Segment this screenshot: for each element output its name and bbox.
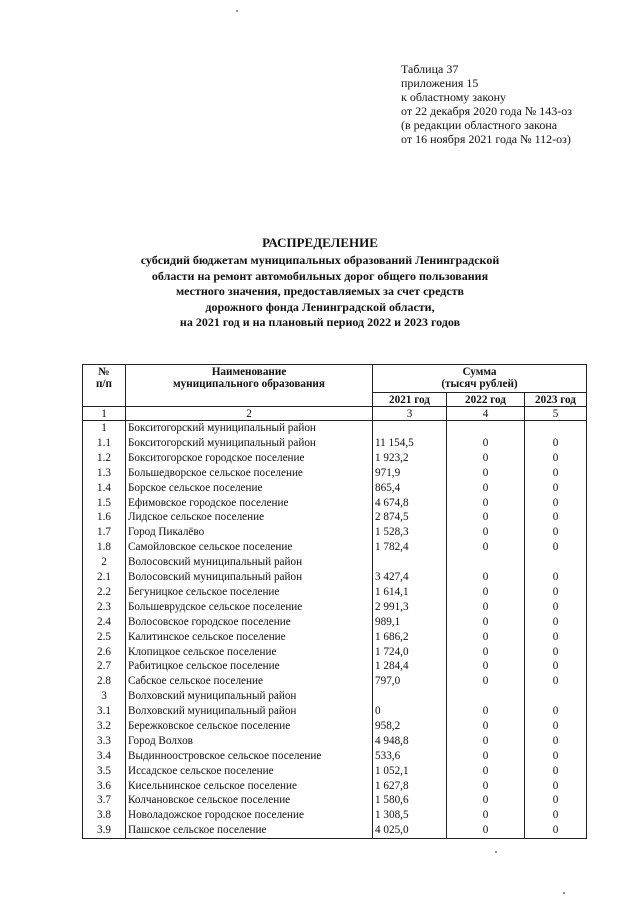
municipality-name-cell: Большедворское сельское поселение: [126, 466, 373, 481]
table-row: [83, 495, 587, 510]
table-row: [83, 481, 587, 496]
amount-2021-cell: [373, 555, 447, 570]
table-row: [83, 689, 587, 704]
row-number-cell: 3: [83, 689, 126, 704]
table-row: [83, 510, 587, 525]
table-row: [83, 421, 587, 436]
amount-2023-cell: 0: [525, 510, 587, 525]
municipality-name-cell: Волосовское городское поселение: [126, 615, 373, 630]
subtitle-line: местного значения, предоставляемых за счет средств: [175, 284, 465, 298]
table-row: [83, 778, 587, 793]
subsidy-distribution-table: [82, 364, 587, 839]
row-number-cell: 1.1: [83, 436, 126, 451]
appendix-line: от 22 декабря 2020 года № 143-оз: [401, 104, 573, 118]
amount-2023-cell: [525, 555, 587, 570]
row-number-cell: 3.4: [83, 749, 126, 764]
municipality-name-cell: Лидское сельское поселение: [126, 510, 373, 525]
row-number-cell: 1: [83, 421, 126, 436]
row-number-cell: 1.6: [83, 510, 126, 525]
table-row: [83, 525, 587, 540]
amount-2022-cell: 0: [447, 778, 525, 793]
municipality-name-cell: Волосовский муниципальный район: [126, 570, 373, 585]
table-row: [83, 451, 587, 466]
municipality-name-cell: Калитинское сельское поселение: [126, 629, 373, 644]
row-number-cell: 2.7: [83, 659, 126, 674]
header-year-2022: 2022 год: [447, 393, 525, 407]
row-number-cell: 1.8: [83, 540, 126, 555]
amount-2023-cell: 0: [525, 704, 587, 719]
amount-2023-cell: 0: [525, 585, 587, 600]
municipality-name-cell: Бегуницкое сельское поселение: [126, 585, 373, 600]
table-row: [83, 823, 587, 838]
table-row: [83, 436, 587, 451]
amount-2023-cell: 0: [525, 719, 587, 734]
municipality-name-cell: Сабское сельское поселение: [126, 674, 373, 689]
amount-2022-cell: 0: [447, 793, 525, 808]
header-name: Наименование муниципального образования: [126, 365, 373, 407]
amount-2021-cell: 797,0: [373, 674, 447, 689]
amount-2021-cell: 865,4: [373, 481, 447, 496]
amount-2023-cell: [525, 421, 587, 436]
amount-2022-cell: 0: [447, 629, 525, 644]
row-number-cell: 2: [83, 555, 126, 570]
amount-2023-cell: 0: [525, 629, 587, 644]
table-row: [83, 600, 587, 615]
table-body: [83, 421, 587, 839]
municipality-name-cell: Ефимовское городское поселение: [126, 495, 373, 510]
municipality-name-cell: Бокситогорское городское поселение: [126, 451, 373, 466]
amount-2022-cell: 0: [447, 615, 525, 630]
appendix-line: (в редакции областного закона: [401, 118, 558, 132]
amount-2022-cell: 0: [447, 585, 525, 600]
amount-2021-cell: 1 686,2: [373, 629, 447, 644]
appendix-line: приложения 15: [401, 76, 479, 90]
municipality-name-cell: Волховский муниципальный район: [126, 704, 373, 719]
header-number: № п/п: [83, 365, 126, 407]
table-row: [83, 644, 587, 659]
table-row: [83, 615, 587, 630]
table-row: [83, 585, 587, 600]
municipality-name-cell: Новоладожское городское поселение: [126, 808, 373, 823]
subtitle-line: субсидий бюджетам муниципальных образований Ленинградской: [140, 253, 500, 267]
amount-2023-cell: 0: [525, 734, 587, 749]
amount-2021-cell: 1 528,3: [373, 525, 447, 540]
amount-2023-cell: 0: [525, 495, 587, 510]
municipality-name-cell: Волосовский муниципальный район: [126, 555, 373, 570]
table-row: [83, 704, 587, 719]
amount-2021-cell: 1 923,2: [373, 451, 447, 466]
amount-2022-cell: 0: [447, 644, 525, 659]
amount-2023-cell: 0: [525, 793, 587, 808]
municipality-name-cell: Борское сельское поселение: [126, 481, 373, 496]
amount-2021-cell: 11 154,5: [373, 436, 447, 451]
amount-2021-cell: 1 782,4: [373, 540, 447, 555]
amount-2021-cell: 2 874,5: [373, 510, 447, 525]
table-row: [83, 719, 587, 734]
table-row: [83, 540, 587, 555]
municipality-name-cell: Волховский муниципальный район: [126, 689, 373, 704]
row-number-cell: 2.1: [83, 570, 126, 585]
amount-2023-cell: 0: [525, 436, 587, 451]
amount-2021-cell: 989,1: [373, 615, 447, 630]
amount-2023-cell: 0: [525, 749, 587, 764]
row-number-cell: 2.2: [83, 585, 126, 600]
amount-2021-cell: 1 284,4: [373, 659, 447, 674]
row-number-cell: 2.8: [83, 674, 126, 689]
header-year-2021: 2021 год: [373, 393, 447, 407]
amount-2023-cell: 0: [525, 778, 587, 793]
table-row: [83, 763, 587, 778]
municipality-name-cell: Самойловское сельское поселение: [126, 540, 373, 555]
appendix-line: Таблица 37: [401, 62, 459, 76]
scan-speck: [563, 892, 565, 894]
amount-2021-cell: 3 427,4: [373, 570, 447, 585]
row-number-cell: 1.3: [83, 466, 126, 481]
row-number-cell: 3.1: [83, 704, 126, 719]
row-number-cell: 1.4: [83, 481, 126, 496]
amount-2022-cell: 0: [447, 451, 525, 466]
amount-2022-cell: 0: [447, 734, 525, 749]
municipality-name-cell: Рабитицкое сельское поселение: [126, 659, 373, 674]
amount-2021-cell: 1 724,0: [373, 644, 447, 659]
scan-speck: [495, 851, 497, 853]
amount-2022-cell: 0: [447, 570, 525, 585]
row-number-cell: 3.3: [83, 734, 126, 749]
table-row: [83, 629, 587, 644]
amount-2022-cell: 0: [447, 510, 525, 525]
amount-2023-cell: 0: [525, 570, 587, 585]
amount-2021-cell: 533,6: [373, 749, 447, 764]
row-number-cell: 3.6: [83, 778, 126, 793]
row-number-cell: 3.2: [83, 719, 126, 734]
amount-2023-cell: 0: [525, 674, 587, 689]
amount-2022-cell: 0: [447, 763, 525, 778]
amount-2022-cell: 0: [447, 436, 525, 451]
amount-2021-cell: 1 627,8: [373, 778, 447, 793]
amount-2021-cell: 958,2: [373, 719, 447, 734]
amount-2022-cell: 0: [447, 540, 525, 555]
amount-2022-cell: 0: [447, 659, 525, 674]
title-subtitle: [60, 253, 580, 331]
column-index: 2: [126, 407, 373, 421]
amount-2022-cell: 0: [447, 719, 525, 734]
amount-2022-cell: [447, 555, 525, 570]
table-row: [83, 793, 587, 808]
municipality-name-cell: Бережковское сельское поселение: [126, 719, 373, 734]
amount-2023-cell: 0: [525, 466, 587, 481]
municipality-name-cell: Большеврудское сельское поселение: [126, 600, 373, 615]
municipality-name-cell: Выдинноостровское сельское поселение: [126, 749, 373, 764]
document-title: [60, 235, 580, 331]
amount-2021-cell: 0: [373, 704, 447, 719]
amount-2023-cell: 0: [525, 525, 587, 540]
amount-2023-cell: [525, 689, 587, 704]
amount-2023-cell: 0: [525, 808, 587, 823]
amount-2021-cell: [373, 421, 447, 436]
table-row: [83, 749, 587, 764]
title-main: РАСПРЕДЕЛЕНИЕ: [262, 235, 378, 250]
municipality-name-cell: Колчановское сельское поселение: [126, 793, 373, 808]
amount-2021-cell: 4 025,0: [373, 823, 447, 838]
amount-2022-cell: 0: [447, 808, 525, 823]
amount-2023-cell: 0: [525, 823, 587, 838]
amount-2022-cell: 0: [447, 495, 525, 510]
municipality-name-cell: Город Пикалёво: [126, 525, 373, 540]
column-index: 3: [373, 407, 447, 421]
row-number-cell: 2.4: [83, 615, 126, 630]
row-number-cell: 2.5: [83, 629, 126, 644]
column-index: 4: [447, 407, 525, 421]
table-row: [83, 808, 587, 823]
amount-2021-cell: 4 948,8: [373, 734, 447, 749]
amount-2023-cell: 0: [525, 644, 587, 659]
row-number-cell: 3.7: [83, 793, 126, 808]
appendix-line: к областному закону: [401, 90, 507, 104]
amount-2021-cell: 1 308,5: [373, 808, 447, 823]
amount-2022-cell: 0: [447, 674, 525, 689]
amount-2023-cell: 0: [525, 763, 587, 778]
amount-2023-cell: 0: [525, 600, 587, 615]
column-index: 1: [83, 407, 126, 421]
subtitle-line: дорожного фонда Ленинградской области,: [205, 299, 435, 314]
row-number-cell: 2.6: [83, 644, 126, 659]
table-row: [83, 674, 587, 689]
amount-2022-cell: 0: [447, 481, 525, 496]
amount-2022-cell: 0: [447, 749, 525, 764]
row-number-cell: 1.2: [83, 451, 126, 466]
subtitle-line: области на ремонт автомобильных дорог общего пользования: [151, 268, 489, 283]
amount-2021-cell: 4 674,8: [373, 495, 447, 510]
header-sum: Сумма (тысяч рублей): [373, 365, 587, 393]
municipality-name-cell: Кисельнинское сельское поселение: [126, 778, 373, 793]
amount-2021-cell: 1 614,1: [373, 585, 447, 600]
row-number-cell: 3.9: [83, 823, 126, 838]
municipality-name-cell: Город Волхов: [126, 734, 373, 749]
amount-2023-cell: 0: [525, 540, 587, 555]
row-number-cell: 3.5: [83, 763, 126, 778]
municipality-name-cell: Иссадское сельское поселение: [126, 763, 373, 778]
row-number-cell: 2.3: [83, 600, 126, 615]
appendix-reference: [401, 62, 572, 146]
amount-2021-cell: 971,9: [373, 466, 447, 481]
amount-2022-cell: 0: [447, 525, 525, 540]
header-year-2023: 2023 год: [525, 393, 587, 407]
amount-2023-cell: 0: [525, 451, 587, 466]
municipality-name-cell: Бокситогорский муниципальный район: [126, 421, 373, 436]
scan-speck: [236, 10, 238, 12]
table-row: [83, 734, 587, 749]
appendix-line: от 16 ноября 2021 года № 112-оз): [401, 132, 571, 146]
municipality-name-cell: Пашское сельское поселение: [126, 823, 373, 838]
amount-2023-cell: 0: [525, 481, 587, 496]
amount-2021-cell: 1 052,1: [373, 763, 447, 778]
amount-2022-cell: 0: [447, 600, 525, 615]
row-number-cell: 1.5: [83, 495, 126, 510]
amount-2021-cell: [373, 689, 447, 704]
table-row: [83, 570, 587, 585]
municipality-name-cell: Клопицкое сельское поселение: [126, 644, 373, 659]
column-index: 5: [525, 407, 587, 421]
table-row: [83, 555, 587, 570]
table-row: [83, 659, 587, 674]
table-row: [83, 466, 587, 481]
amount-2022-cell: 0: [447, 704, 525, 719]
amount-2021-cell: 2 991,3: [373, 600, 447, 615]
amount-2023-cell: 0: [525, 659, 587, 674]
row-number-cell: 1.7: [83, 525, 126, 540]
municipality-name-cell: Бокситогорский муниципальный район: [126, 436, 373, 451]
row-number-cell: 3.8: [83, 808, 126, 823]
amount-2022-cell: 0: [447, 466, 525, 481]
subtitle-line: на 2021 год и на плановый период 2022 и 2023 годов: [179, 315, 461, 329]
amount-2022-cell: [447, 421, 525, 436]
amount-2022-cell: [447, 689, 525, 704]
amount-2021-cell: 1 580,6: [373, 793, 447, 808]
amount-2023-cell: 0: [525, 615, 587, 630]
amount-2022-cell: 0: [447, 823, 525, 838]
